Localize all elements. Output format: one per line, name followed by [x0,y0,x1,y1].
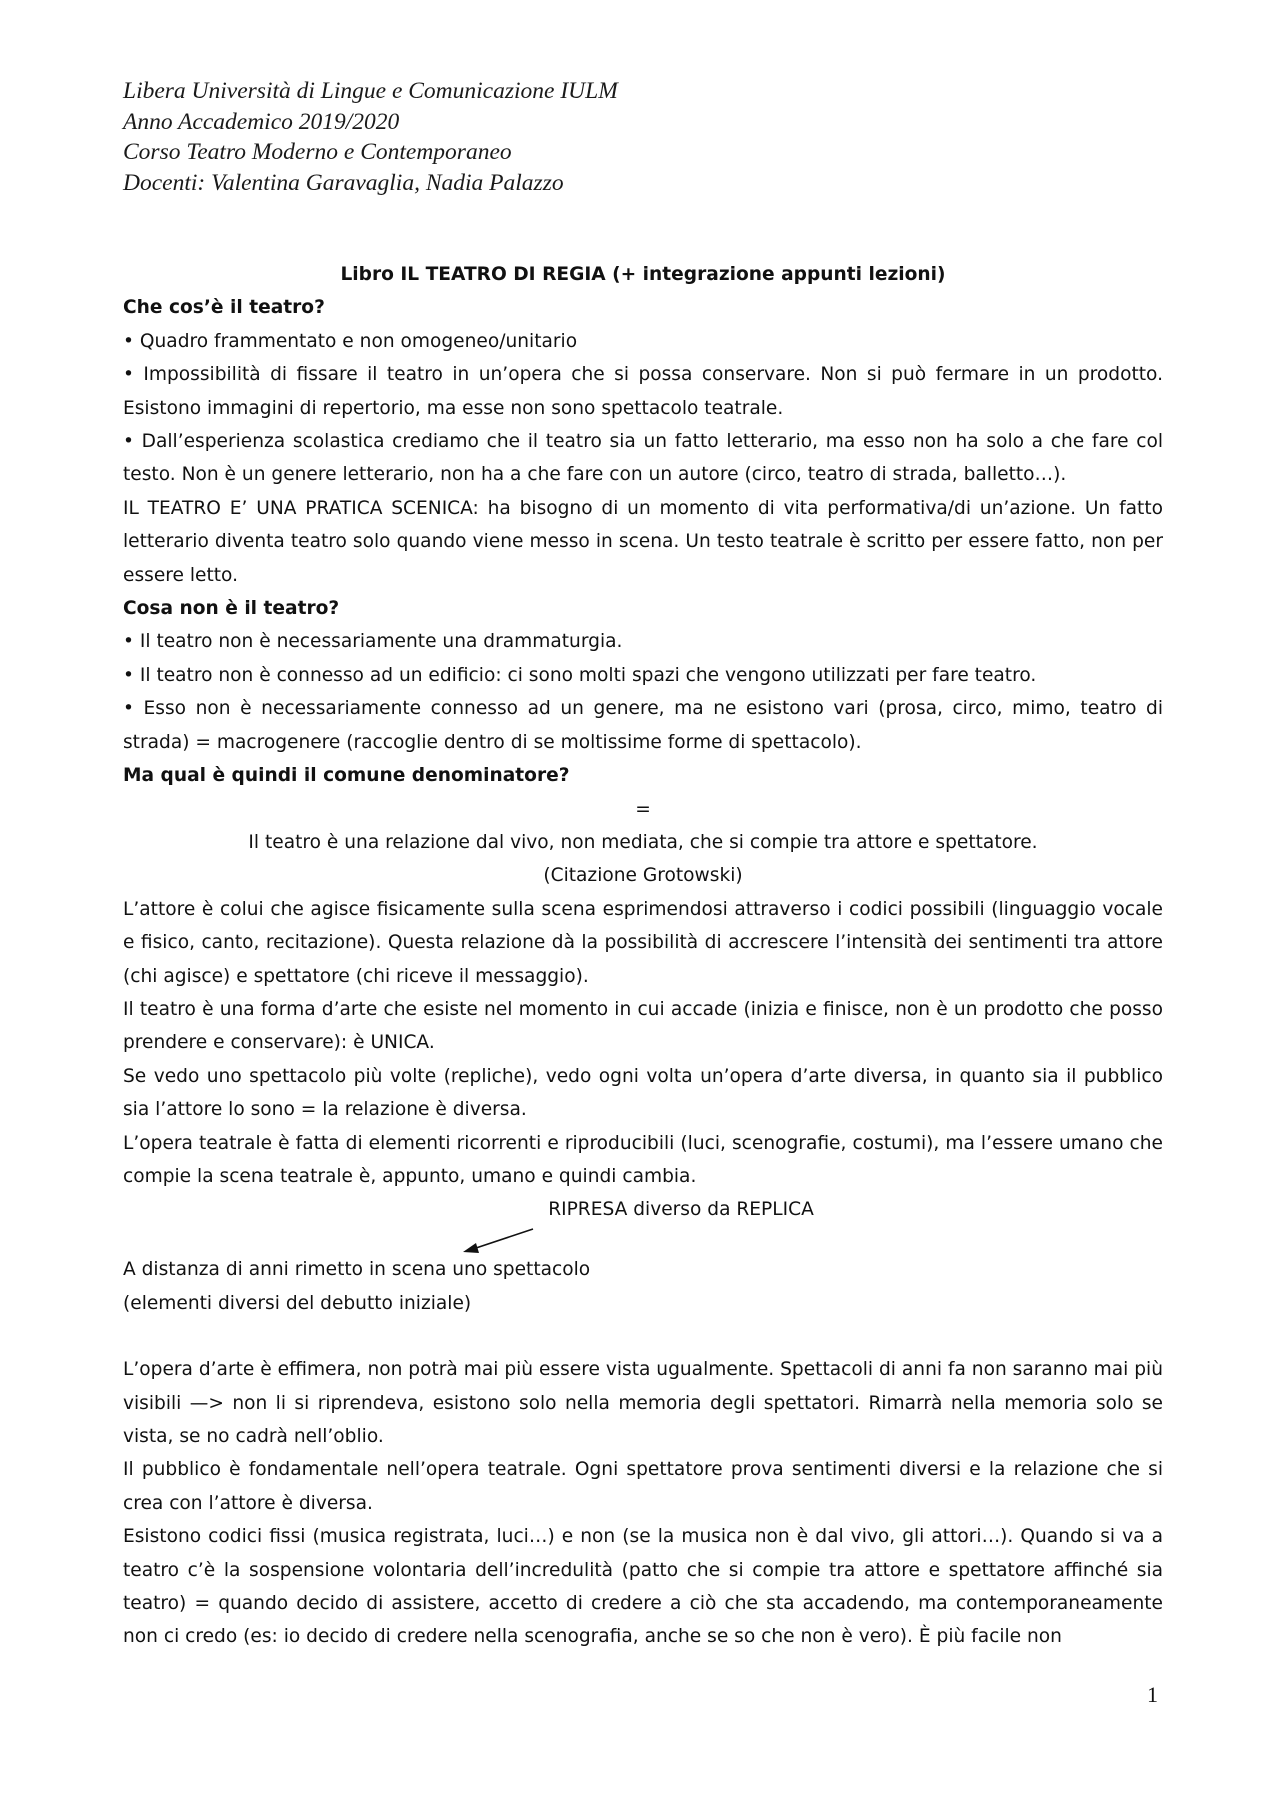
ripresa-diagram [123,1193,1163,1253]
bullet-item: • Dall’esperienza scolastica crediamo che il teatro sia un fatto letterario, ma esso non ha solo a che fare col testo. Non è un genere letterario, non ha a che fare con un autore (circo, teatro di strada, balletto…). [123,431,1163,486]
paragraph: IL TEATRO E’ UNA PRATICA SCENICA: ha bisogno di un momento di vita performativa/di un’azione. Un fatto letterario diventa teatro solo quando viene messo in scena. Un testo teatrale è scritto per essere fatto, non per essere letto. [123,497,1163,586]
paragraph: Il teatro è una forma d’arte che esiste nel momento in cui accade (inizia e finisce, non è un prodotto che posso prendere e conservare): è UNICA. [123,998,1163,1054]
equals-sign: = [635,798,651,820]
bullet-item: • Esso non è necessariamente connesso ad un genere, ma ne esistono vari (prosa, circo, mimo, teatro di strada) = macrogenere (raccoglie dentro di se moltissime forme di spettacolo). [123,698,1163,753]
bullet-item: • Impossibilità di fissare il teatro in un’opera che si possa conservare. Non si può fermare in un prodotto. Esistono immagini di repertorio, ma esse non sono spettacolo teatrale. [123,364,1163,419]
course-line: Corso Teatro Moderno e Contemporaneo [123,139,512,165]
quote-text: Il teatro è una relazione dal vivo, non mediata, che si compie tra attore e spettatore. [248,831,1038,853]
bullet-item: • Il teatro non è necessariamente una drammaturgia. [123,631,623,653]
document-header [123,76,618,198]
paragraph: L’opera d’arte è effimera, non potrà mai più essere vista ugualmente. Spettacoli di anni fa non saranno mai più visibili —> non li si riprendeva, esistono solo nella memoria degli spettatori. Rimarrà nella memoria solo se vista, se no cadrà nell’oblio. [123,1359,1163,1447]
paragraph: Il pubblico è fondamentale nell’opera teatrale. Ogni spettatore prova sentimenti diversi e la relazione che si crea con l’attore è diversa. [123,1459,1163,1514]
university-line: Libera Università di Lingue e Comunicazione IULM [123,78,618,104]
ripresa-definition: A distanza di anni rimetto in scena uno spettacolo [123,1259,591,1281]
bullet-item: • Il teatro non è connesso ad un edificio: ci sono molti spazi che vengono utilizzati per fare teatro. [123,664,1037,686]
ripresa-note: (elementi diversi del debutto iniziale) [123,1292,472,1314]
question-heading: Che cos’è il teatro? [123,297,325,319]
spacer [123,1320,1163,1353]
ripresa-label: RIPRESA diverso da REPLICA [548,1199,814,1221]
teachers-line: Docenti: Valentina Garavaglia, Nadia Palazzo [123,169,564,196]
bullet-item: • Quadro frammentato e non omogeneo/unitario [123,330,578,352]
quote-citation: (Citazione Grotowski) [543,865,743,887]
document-body [123,258,1163,1654]
academic-year-line: Anno Accademico 2019/2020 [123,108,400,135]
question-heading: Ma qual è quindi il comune denominatore? [123,765,570,787]
paragraph: L’attore è colui che agisce fisicamente sulla scena esprimendosi attraverso i codici possibili (linguaggio vocale e fisico, canto, recitazione). Questa relazione dà la possibilità di accrescere l’intensità dei sentimenti tra attore (chi agisce) e spettatore (chi riceve il messaggio). [123,898,1163,987]
page-number: 1 [1147,1682,1158,1707]
paragraph: Se vedo uno spettacolo più volte (repliche), vedo ogni volta un’opera d’arte diversa, in quanto sia il pubblico sia l’attore lo sono = la relazione è diversa. [123,1065,1163,1121]
document-title: Libro IL TEATRO DI REGIA (+ integrazione appunti lezioni) [340,264,946,285]
paragraph: Esistono codici fissi (musica registrata, luci…) e non (se la musica non è dal vivo, gli attori…). Quando si va a teatro c’è la sospensione volontaria dell’incredulità (patto che si compie tra attore e spettatore affinché sia teatro) = quando decido di assistere, accetto di credere a ciò che sta accadendo, ma contemporaneamente non ci credo (es: io decido di credere nella scenografia, anche se so che non è vero). È più facile non [123,1526,1163,1648]
arrow-icon [123,1193,1163,1253]
question-heading: Cosa non è il teatro? [123,598,340,620]
paragraph: L’opera teatrale è fatta di elementi ricorrenti e riproducibili (luci, scenografie, costumi), ma l’essere umano che compie la scena teatrale è, appunto, umano e quindi cambia. [123,1132,1163,1187]
